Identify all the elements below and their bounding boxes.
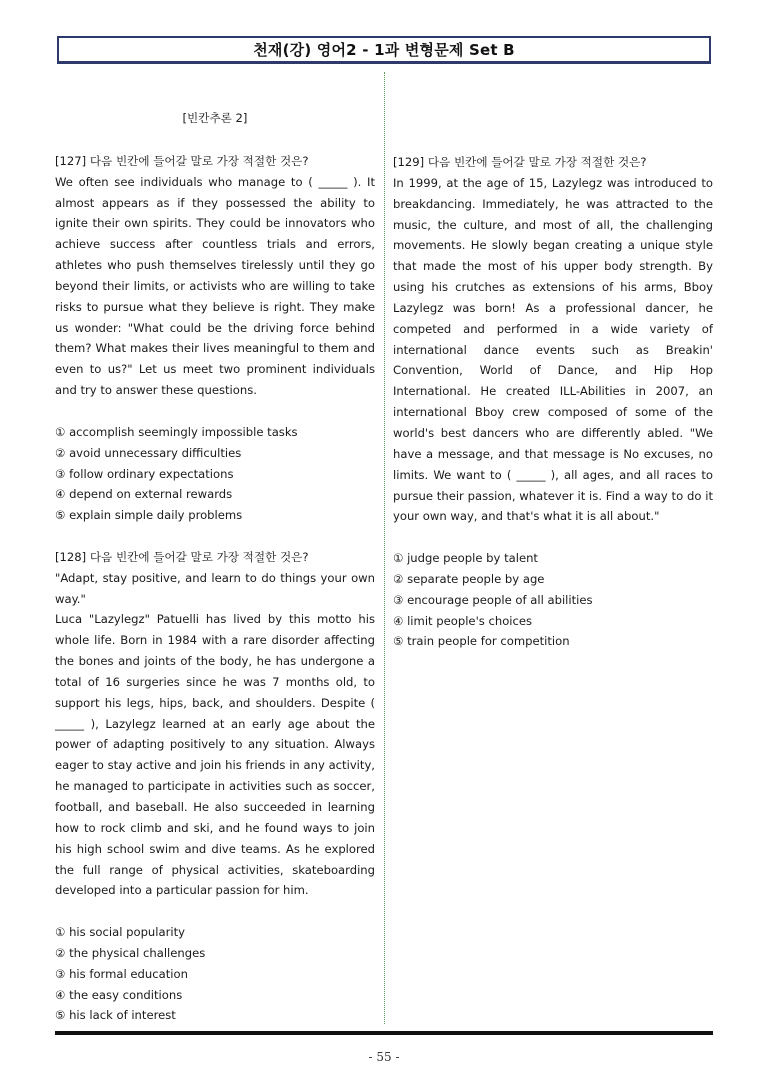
option-1: ① his social popularity bbox=[55, 925, 185, 940]
option-5: ⑤ his lack of interest bbox=[55, 1008, 176, 1023]
option-3: ③ his formal education bbox=[55, 966, 188, 981]
option-5: ⑤ train people for competition bbox=[393, 634, 570, 649]
option-2: ② avoid unnecessary difficulties bbox=[55, 445, 242, 460]
option-2: ② the physical challenges bbox=[55, 945, 206, 960]
page-number: - 55 - bbox=[368, 1050, 400, 1064]
option-4: ④ limit people's choices bbox=[393, 613, 533, 628]
page-title: 천재(강) 영어2 - 1과 변형문제 Set B bbox=[57, 36, 711, 64]
question-127-heading: [127] 다음 빈칸에 들어갈 말로 가장 적절한 것은? bbox=[55, 153, 309, 168]
footer-rule bbox=[55, 1031, 713, 1035]
section-label: [빈칸추론 2] bbox=[182, 111, 248, 125]
option-5: ⑤ explain simple daily problems bbox=[55, 508, 243, 523]
question-128-passage: Luca "Lazylegz" Patuelli has lived by this motto his whole life. Born in 1984 with a rare disorder affecting the bones and joints of the body, he has undergone a total of 16 surgeries since he was 7 months old, to support his legs, hips, back, and shoulders. Despite ( _____ ), Lazylegz learned at an early age about the power of adapting positively to any situation. Always eager to stay active and join his friends in any activity, he managed to participate in activities such as soccer, football, and baseball. He also succeeded in learning how to rock climb and ski, and he found ways to join his high school swim and dive teams. As he explored the full range of physical activities, skateboarding developed into a particular passion for him. bbox=[55, 612, 375, 898]
option-3: ③ encourage people of all abilities bbox=[393, 592, 593, 607]
left-column bbox=[55, 108, 375, 1026]
option-1: ① accomplish seemingly impossible tasks bbox=[55, 424, 298, 439]
question-129-options bbox=[393, 548, 713, 652]
option-4: ④ depend on external rewards bbox=[55, 487, 233, 502]
question-127-options bbox=[55, 422, 375, 526]
question-128-options bbox=[55, 922, 375, 1026]
question-129-heading: [129] 다음 빈칸에 들어갈 말로 가장 적절한 것은? bbox=[393, 155, 647, 169]
question-127-passage: We often see individuals who manage to ( _____ ). It almost appears as if they possessed the ability to ignite their own spirits. They could be innovators who achieve success after countless trials and errors, athletes who push themselves tirelessly until they go beyond their limits, or activists who are willing to take risks to pursue what they believe is right. They make us wonder: "What could be the driving force behind them? What makes their lives meaningful to them and even to us?" Let us meet two prominent individuals and try to answer these questions. bbox=[55, 174, 375, 398]
option-1: ① judge people by talent bbox=[393, 551, 538, 566]
question-128-heading: [128] 다음 빈칸에 들어갈 말로 가장 적절한 것은? bbox=[55, 549, 309, 564]
question-129 bbox=[393, 152, 713, 652]
option-2: ② separate people by age bbox=[393, 571, 545, 586]
question-127 bbox=[55, 151, 375, 526]
question-128-quote: "Adapt, stay positive, and learn to do things your own way." bbox=[55, 570, 375, 606]
question-128 bbox=[55, 547, 375, 1026]
option-3: ③ follow ordinary expectations bbox=[55, 466, 234, 481]
option-4: ④ the easy conditions bbox=[55, 987, 183, 1002]
right-column bbox=[393, 152, 713, 652]
question-129-passage: In 1999, at the age of 15, Lazylegz was introduced to breakdancing. Immediately, he was attracted to the music, the culture, and most of all, the challenging movements. He slowly began creating a unique style that made the most of his upper body strength. By using his crutches as extensions of his arms, Bboy Lazylegz was born! As a professional dancer, he competed and performed in a wide variety of international dance events such as Breakin' Convention, World of Dance, and Hip Hop International. He created ILL-Abilities in 2007, an international Bboy crew composed of some of the world's best dancers who are differently abled. "We have a message, and that message is No excuses, no limits. We want to ( _____ ), all ages, and all races to pursue their passion, whatever it is. Find a way to do it your own way, and that's what it is all about." bbox=[393, 175, 713, 524]
column-divider bbox=[384, 72, 385, 1024]
